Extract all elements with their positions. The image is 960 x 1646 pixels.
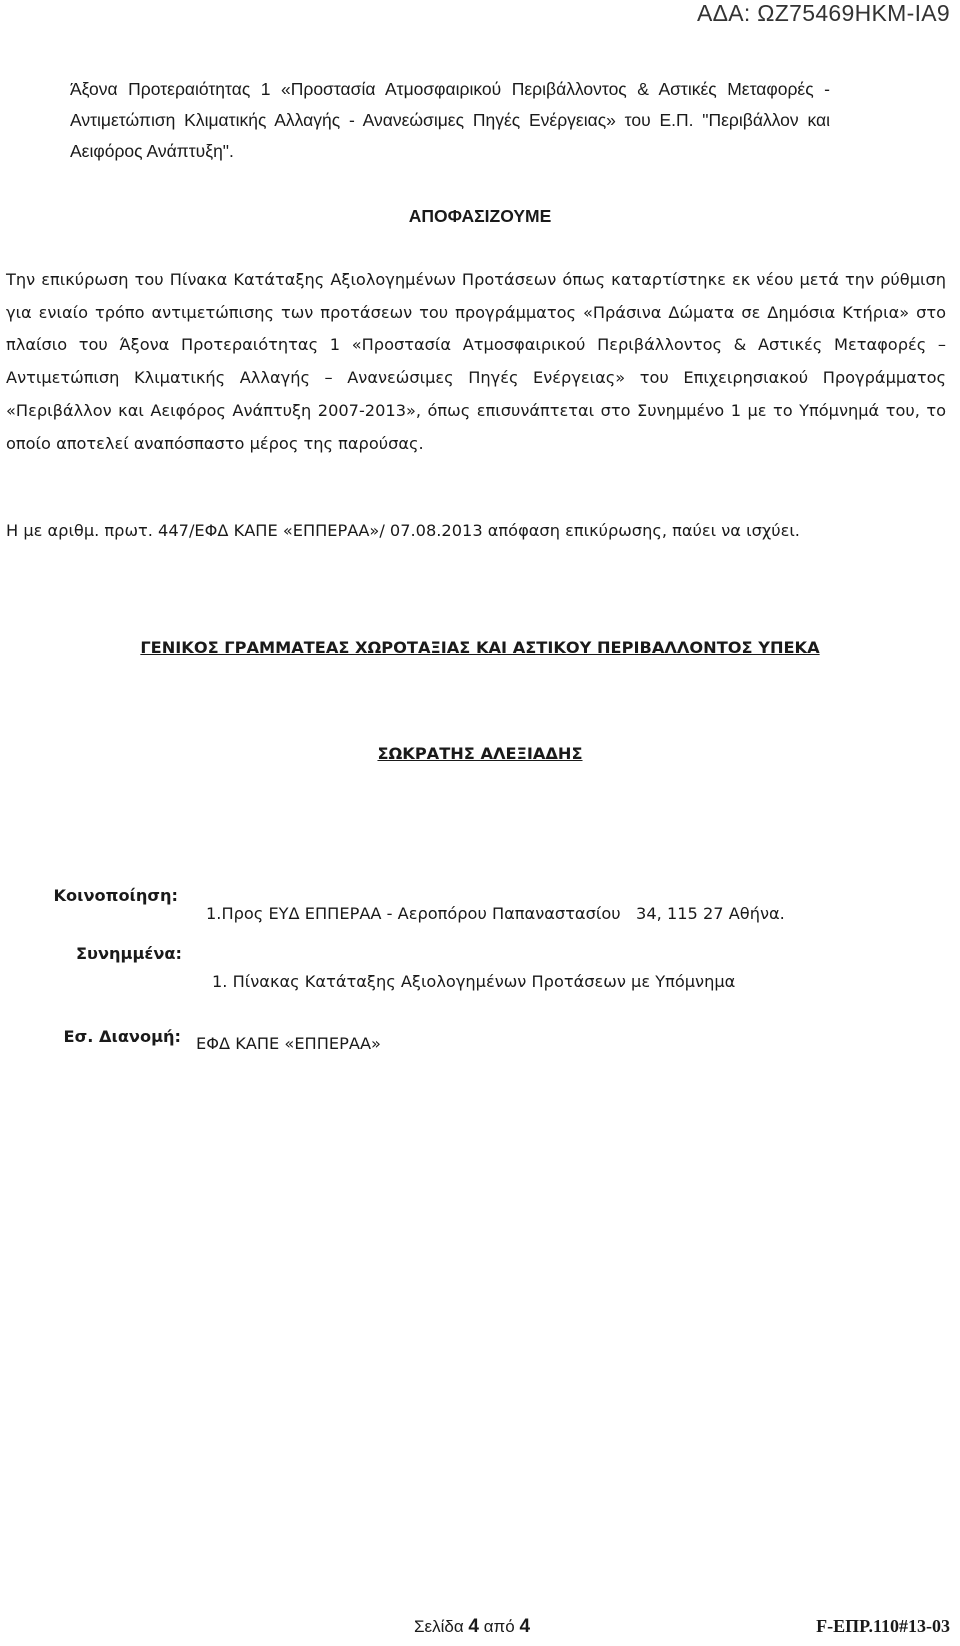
page-of: από: [483, 1617, 515, 1636]
notification-value: 1.Προς ΕΥΔ ΕΠΠΕΡΑΑ - Αεροπόρου Παπαναστασίου 34, 115 27 Αθήνα.: [206, 904, 785, 923]
signatory-title: ΓΕΝΙΚΟΣ ΓΡΑΜΜΑΤΕΑΣ ΧΩΡΟΤΑΞΙΑΣ ΚΑΙ ΑΣΤΙΚΟΥ ΠΕΡΙΒΑΛΛΟΝΤΟΣ ΥΠΕΚΑ: [140, 638, 820, 657]
attachments-value: 1. Πίνακας Κατάταξης Αξιολογημένων Προτάσεων με Υπόμνημα: [212, 972, 736, 991]
cancellation-note: Η με αριθμ. πρωτ. 447/ΕΦΔ ΚΑΠΕ «ΕΠΠΕΡΑΑ»/ 07.08.2013 απόφαση επικύρωσης, παύει να ισχύει.: [6, 521, 800, 540]
page-word: Σελίδα: [414, 1617, 464, 1636]
ada-code: ΑΔΑ: ΩΖ75469ΗΚΜ-ΙΑ9: [696, 0, 950, 26]
page-number: [414, 1616, 530, 1638]
attachments-label: Συνημμένα:: [76, 944, 182, 963]
decision-heading: ΑΠΟΦΑΣΙΖΟΥΜΕ: [408, 206, 552, 226]
signatory-name: ΣΩΚΡΑΤΗΣ ΑΛΕΞΙΑΔΗΣ: [377, 744, 583, 763]
intro-paragraph: Άξονα Προτεραιότητας 1 «Προστασία Ατμοσφαιρικού Περιβάλλοντος & Αστικές Μεταφορές - Αντιμετώπιση Κλιματικής Αλλαγής - Ανανεώσιμες Πηγές Ενέργειας» του Ε.Π. "Περιβάλλον και Αειφόρος Ανάπτυξη".: [70, 79, 830, 161]
internal-distribution-value: ΕΦΔ ΚΑΠΕ «ΕΠΠΕΡΑΑ»: [196, 1034, 381, 1053]
notification-label: Κοινοποίηση:: [53, 886, 178, 905]
form-code: F-ΕΠΡ.110#13-03: [816, 1616, 950, 1636]
page-total: 4: [519, 1616, 531, 1637]
decision-body: Την επικύρωση του Πίνακα Κατάταξης Αξιολογημένων Προτάσεων όπως καταρτίστηκε εκ νέου μετά την ρύθμιση για ενιαίο τρόπο αντιμετώπισης των προτάσεων του προγράμματος «Πράσινα Δώματα σε Δημόσια Κτήρια» στο πλαίσιο του Άξονα Προτεραιότητας 1 «Προστασία Ατμοσφαιρικού Περιβάλλοντος & Αστικές Μεταφορές – Αντιμετώπιση Κλιματικής Αλλαγής – Ανανεώσιμες Πηγές Ενέργειας» του Επιχειρησιακού Προγράμματος «Περιβάλλον και Αειφόρος Ανάπτυξη 2007-2013», όπως επισυνάπτεται στο Συνημμένο 1 με το Υπόμνημά του, το οποίο αποτελεί αναπόσπαστο μέρος της παρούσας.: [6, 270, 946, 453]
page-current: 4: [468, 1616, 479, 1637]
internal-distribution-label: Εσ. Διανομή:: [63, 1027, 181, 1046]
